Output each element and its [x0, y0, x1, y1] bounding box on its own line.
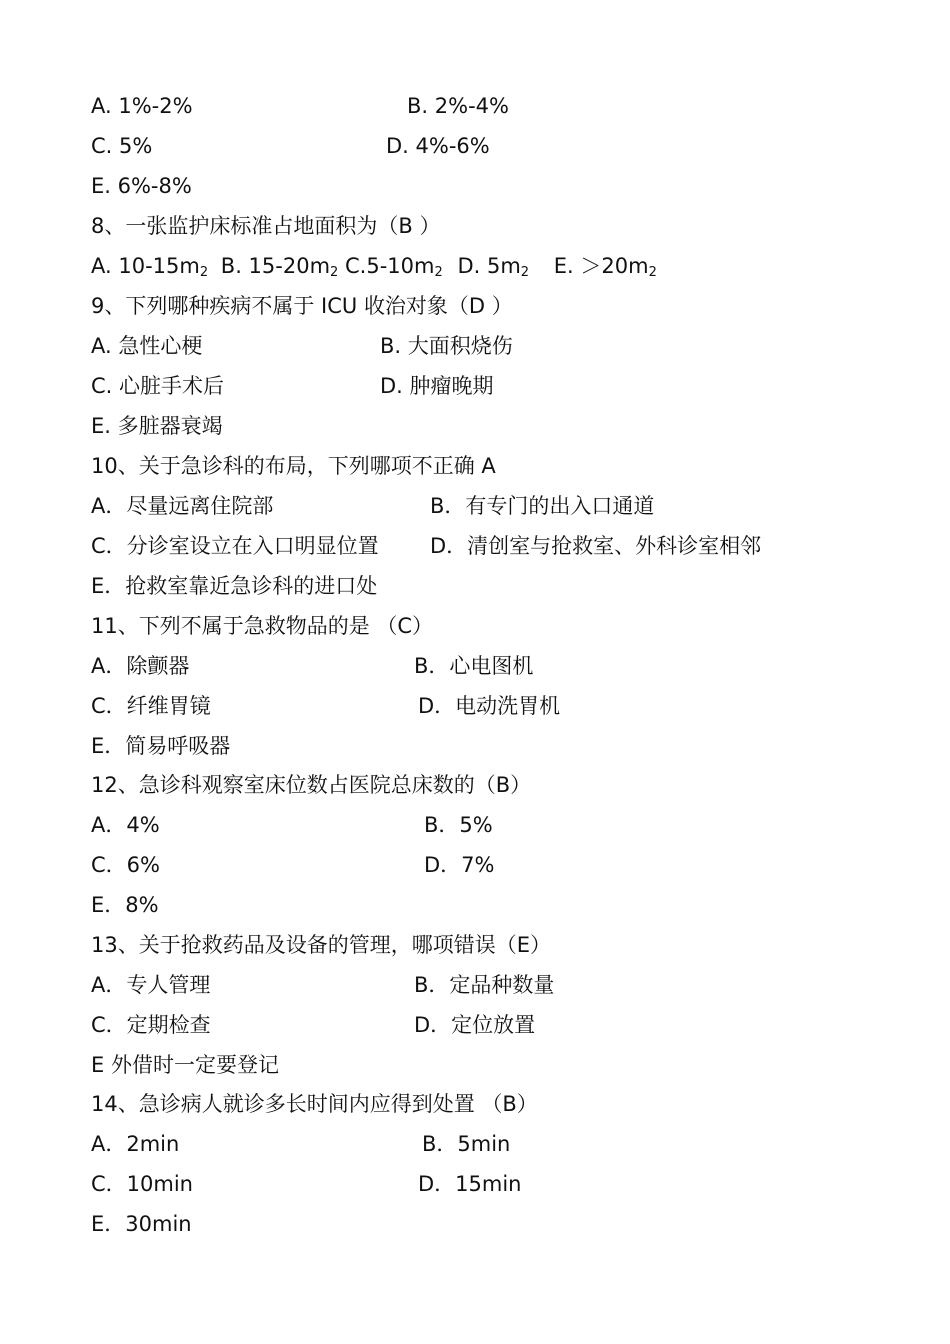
q10-option-e: E．抢救室靠近急诊科的进口处 — [91, 574, 378, 598]
q8-question: 8、一张监护床标准占地面积为（B ） — [91, 214, 441, 238]
q11-question: 11、下列不属于急救物品的是 （C） — [91, 614, 434, 638]
q14-option-a: A．2min — [91, 1132, 180, 1156]
q8-option-a: A. $10-15m_2$ — [91, 254, 209, 280]
q11-option-c: C．纤维胃镜 — [91, 694, 211, 718]
q11-option-e: E．简易呼吸器 — [91, 734, 231, 758]
q11-option-b: B．心电图机 — [414, 654, 534, 678]
q8-option-e: E. $>20m_2$ — [553, 254, 657, 280]
q12-option-d: D．7% — [424, 853, 495, 877]
q11-option-d: D．电动洗胃机 — [418, 694, 561, 718]
q8-option-c: $C.5-10m_2$ — [345, 254, 443, 280]
q14-option-c: C．10min — [91, 1172, 193, 1196]
q12-option-e: E．8% — [91, 893, 159, 917]
q10-option-c: C．分诊室设立在入口明显位置 — [91, 534, 379, 558]
q13-option-e: E 外借时一定要登记 — [91, 1053, 279, 1077]
q10-option-d: D．清创室与抢救室、外科诊室相邻 — [430, 534, 762, 558]
q14-question: 14、急诊病人就诊多长时间内应得到处置 （B） — [91, 1092, 538, 1116]
q9-option-e: E. 多脏器衰竭 — [91, 414, 223, 438]
q12-option-b: B．5% — [424, 813, 493, 837]
q14-option-d: D．15min — [418, 1172, 522, 1196]
q9-option-b: B. 大面积烧伤 — [380, 334, 513, 358]
q8-options-row — [91, 252, 657, 280]
q7-option-b: B. 2%-4% — [407, 94, 509, 118]
q10-question: 10、关于急诊科的布局，下列哪项不正确 A — [91, 454, 496, 478]
q13-question: 13、关于抢救药品及设备的管理，哪项错误（E） — [91, 933, 551, 957]
q8-option-b: B. $15-20m_2$ — [220, 254, 339, 280]
q9-option-c: C. 心脏手术后 — [91, 374, 225, 398]
q10-option-b: B．有专门的出入口通道 — [430, 494, 655, 518]
q14-option-e: E．30min — [91, 1212, 192, 1236]
q7-option-a: A. 1%-2% — [91, 94, 193, 118]
q7-option-c: C. 5% — [91, 134, 153, 158]
q9-option-d: D. 肿瘤晚期 — [380, 374, 494, 398]
q13-option-c: C．定期检查 — [91, 1013, 211, 1037]
q7-option-d: D. 4%-6% — [386, 134, 490, 158]
q11-option-a: A．除颤器 — [91, 654, 190, 678]
q13-option-d: D．定位放置 — [414, 1013, 536, 1037]
q8-option-d: D. $5m_2$ — [457, 254, 530, 280]
q7-option-e: E. 6%-8% — [91, 174, 192, 198]
q9-question: 9、下列哪种疾病不属于 ICU 收治对象（D ） — [91, 294, 513, 318]
q12-option-a: A．4% — [91, 813, 160, 837]
q14-option-b: B．5min — [422, 1132, 511, 1156]
q10-option-a: A．尽量远离住院部 — [91, 494, 274, 518]
q12-question: 12、急诊科观察室床位数占医院总床数的（B） — [91, 773, 532, 797]
q13-option-a: A．专人管理 — [91, 973, 211, 997]
q12-option-c: C．6% — [91, 853, 160, 877]
q13-option-b: B．定品种数量 — [414, 973, 555, 997]
q9-option-a: A. 急性心梗 — [91, 334, 203, 358]
